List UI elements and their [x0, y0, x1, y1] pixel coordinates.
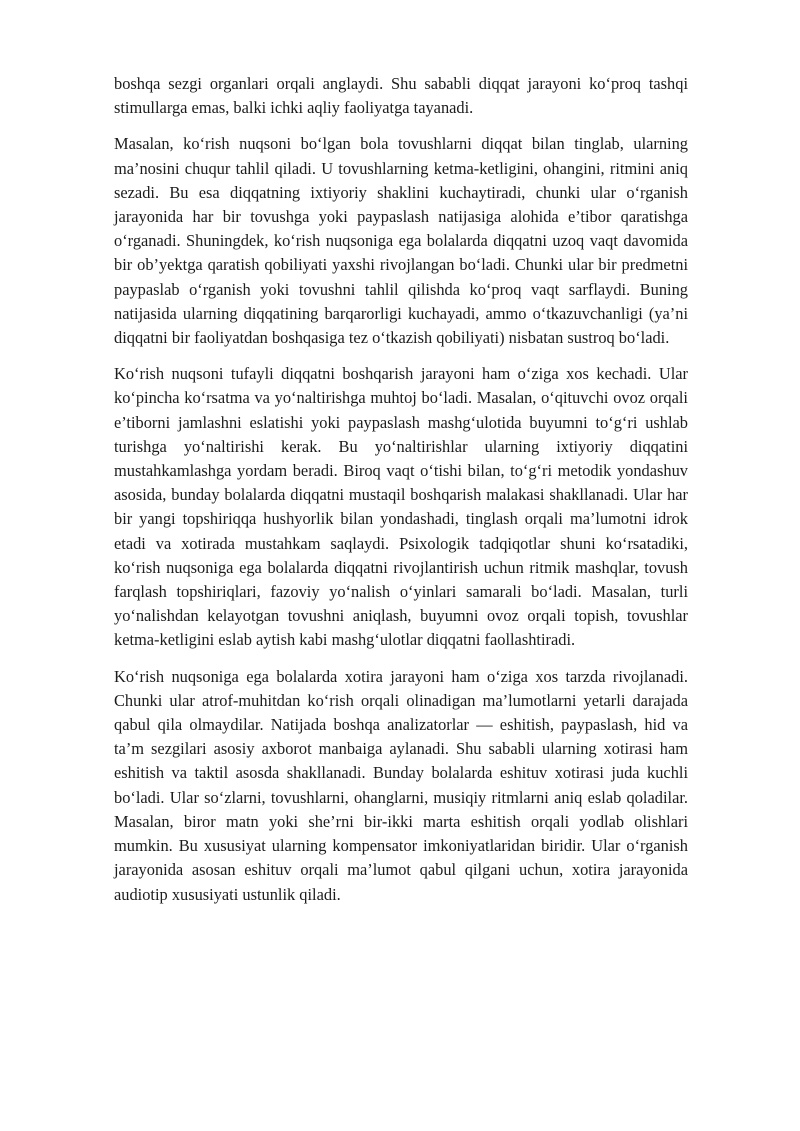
paragraph-3: Ko‘rish nuqsoni tufayli diqqatni boshqarish jarayoni ham o‘ziga xos kechadi. Ular ko‘pincha ko‘rsatma va yo‘naltirishga muhtoj bo‘ladi. Masalan, o‘qituvchi ovoz orqali e’tiborni jamlashni eslatishi yoki paypaslash mashg‘ulotida buyumni to‘g‘ri ushlab turishga yo‘naltirishi kerak. Bu yo‘naltirishlar ularning ixtiyoriy diqqatini mustahkamlashga yordam beradi. Biroq vaqt o‘tishi bilan, to‘g‘ri metodik yondashuv asosida, bunday bolalarda diqqatni mustaqil boshqarish malakasi shakllanadi. Ular har bir yangi topshiriqqa hushyorlik bilan yondashadi, tinglash orqali ma’lumotni idrok etadi va xotirada mustahkam saqlaydi. Psixologik tadqiqotlar shuni ko‘rsatadiki, ko‘rish nuqsoniga ega bolalarda diqqatni rivojlantirish uchun ritmik mashqlar, tovush farqlash topshiriqlari, fazoviy yo‘nalish o‘yinlari samarali bo‘ladi. Masalan, turli yo‘nalishdan kelayotgan tovushni aniqlash, buyumni ovoz orqali topish, tovushlar ketma-ketligini eslab aytish kabi mashg‘ulotlar diqqatni faollashtiradi. [114, 364, 688, 650]
document-body [114, 72, 688, 907]
paragraph-4: Ko‘rish nuqsoniga ega bolalarda xotira jarayoni ham o‘ziga xos tarzda rivojlanadi. Chunki ular atrof-muhitdan ko‘rish orqali olinadigan ma’lumotlarni yetarli darajada qabul qila olmaydilar. Natijada boshqa analizatorlar — eshitish, paypaslash, hid va ta’m sezgilari asosiy axborot manbaiga aylanadi. Shu sababli ularning xotirasi ham eshitish va taktil asosda shakllanadi. Bunday bolalarda eshituv xotirasi juda kuchli bo‘ladi. Ular so‘zlarni, tovushlarni, ohanglarni, musiqiy ritmlarni aniq eslab qoladilar. Masalan, biror matn yoki she’rni bir-ikki marta eshitish orqali yodlab olishlari mumkin. Bu xususiyat ularning kompensator imkoniyatlaridan biridir. Ular o‘rganish jarayonida asosan eshituv orqali ma’lumot qabul qilgani uchun, xotira jarayonida audiotip xususiyati ustunlik qiladi. [114, 666, 688, 904]
paragraph-1: boshqa sezgi organlari orqali anglaydi. Shu sababli diqqat jarayoni ko‘proq tashqi stimullarga emas, balki ichki aqliy faoliyatga tayanadi. [114, 74, 688, 118]
paragraph-2: Masalan, ko‘rish nuqsoni bo‘lgan bola tovushlarni diqqat bilan tinglab, ularning ma’nosini chuqur tahlil qiladi. U tovushlarning ketma-ketligini, ohangini, ritmini aniq sezadi. Bu esa diqqatning ixtiyoriy shaklini kuchaytiradi, chunki ular o‘rganish jarayonida har bir tovushga yoki paypaslash natijasiga alohida e’tibor qaratishga o‘rganadi. Shuningdek, ko‘rish nuqsoniga ega bolalarda diqqatni uzoq vaqt davomida bir ob’yektga qaratish qobiliyati yaxshi rivojlangan bo‘ladi. Chunki ular bir predmetni paypaslab o‘rganish yoki tovushni tahlil qilishda ko‘proq vaqt sarflaydi. Buning natijasida ularning diqqatining barqarorligi kuchayadi, ammo o‘tkazuvchanligi (ya’ni diqqatni bir faoliyatdan boshqasiga tez o‘tkazish qobiliyati) nisbatan sustroq bo‘ladi. [114, 134, 688, 348]
